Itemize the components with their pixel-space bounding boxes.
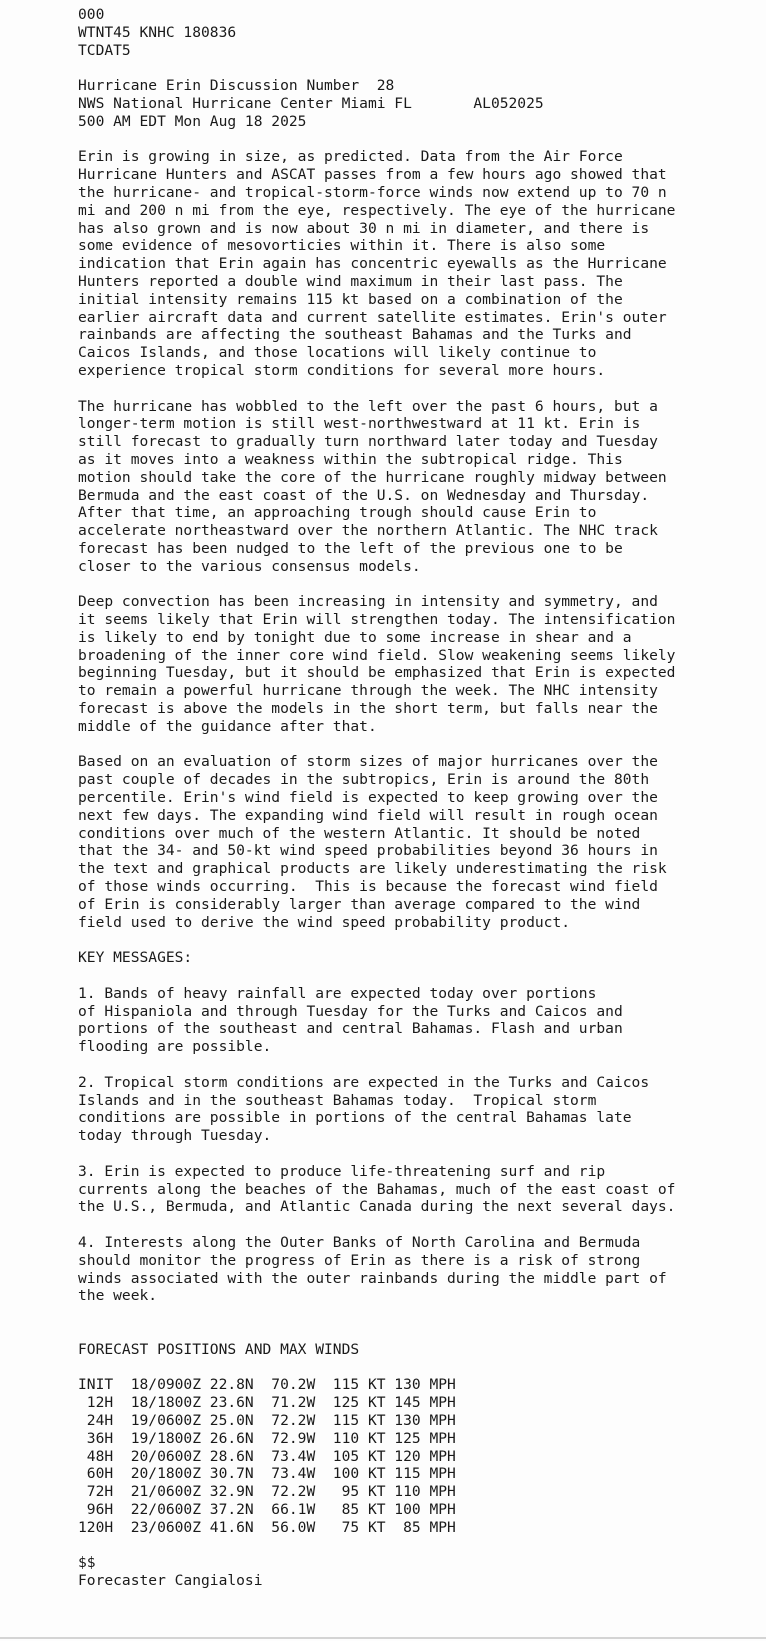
text-line: INIT 18/0900Z 22.8N 70.2W 115 KT 130 MPH	[78, 1376, 456, 1394]
bottom-divider	[0, 1637, 766, 1639]
text-line	[78, 59, 675, 77]
text-line	[78, 1537, 675, 1555]
text-line: forecast is above the models in the short term, but falls near the	[78, 700, 658, 718]
text-line: Islands and in the southeast Bahamas today. Tropical storm	[78, 1091, 597, 1109]
text-line: 2. Tropical storm conditions are expected in the Turks and Caicos	[78, 1073, 650, 1091]
text-line: 12H 18/1800Z 23.6N 71.2W 125 KT 145 MPH	[78, 1394, 456, 1412]
text-line: WTNT45 KNHC 180836	[78, 23, 237, 41]
text-line: middle of the guidance after that.	[78, 717, 377, 735]
text-line: experience tropical storm conditions for several more hours.	[78, 361, 606, 379]
text-line: NWS National Hurricane Center Miami FL AL052025	[78, 94, 544, 112]
text-line: portions of the southeast and central Bahamas. Flash and urban	[78, 1020, 623, 1038]
text-line: 3. Erin is expected to produce life-threatening surf and rip	[78, 1162, 606, 1180]
text-line	[78, 1305, 675, 1323]
text-line	[78, 1216, 675, 1234]
discussion-text	[78, 6, 675, 1590]
text-line	[78, 380, 675, 398]
text-line: the week.	[78, 1287, 158, 1305]
text-line	[78, 1323, 675, 1341]
text-line: longer-term motion is still west-northwestward at 11 kt. Erin is	[78, 415, 641, 433]
text-line: next few days. The expanding wind field will result in rough ocean	[78, 806, 658, 824]
text-line: The hurricane has wobbled to the left over the past 6 hours, but a	[78, 397, 658, 415]
text-line: flooding are possible.	[78, 1038, 272, 1056]
text-line: closer to the various consensus models.	[78, 557, 421, 575]
text-line: conditions are possible in portions of the central Bahamas late	[78, 1109, 632, 1127]
text-line: some evidence of mesovorticies within it. There is also some	[78, 237, 606, 255]
text-line: KEY MESSAGES:	[78, 949, 193, 967]
text-line: Deep convection has been increasing in intensity and symmetry, and	[78, 593, 658, 611]
text-line: the text and graphical products are likely underestimating the risk	[78, 860, 667, 878]
text-line: to remain a powerful hurricane through the week. The NHC intensity	[78, 682, 658, 700]
text-line: today through Tuesday.	[78, 1127, 272, 1145]
text-line: Hurricane Erin Discussion Number 28	[78, 77, 395, 95]
text-line	[78, 931, 675, 949]
text-line	[78, 1359, 675, 1377]
text-line: 4. Interests along the Outer Banks of North Carolina and Bermuda	[78, 1233, 641, 1251]
text-line	[78, 1056, 675, 1074]
text-line	[78, 576, 675, 594]
text-line: forecast has been nudged to the left of the previous one to be	[78, 539, 623, 557]
text-line: indication that Erin again has concentric eyewalls as the Hurricane	[78, 255, 667, 273]
text-line: field used to derive the wind speed probability product.	[78, 913, 571, 931]
text-line: mi and 200 n mi from the eye, respectively. The eye of the hurricane	[78, 201, 676, 219]
text-line: $$	[78, 1554, 96, 1572]
text-line: motion should take the core of the hurricane roughly midway between	[78, 468, 667, 486]
text-line: beginning Tuesday, but it should be emphasized that Erin is expected	[78, 664, 676, 682]
text-line: the U.S., Bermuda, and Atlantic Canada during the next several days.	[78, 1198, 676, 1216]
text-line: currents along the beaches of the Bahamas, much of the east coast of	[78, 1180, 676, 1198]
text-line: initial intensity remains 115 kt based on a combination of the	[78, 290, 623, 308]
text-line: 48H 20/0600Z 28.6N 73.4W 105 KT 120 MPH	[78, 1447, 456, 1465]
text-line: still forecast to gradually turn northward later today and Tuesday	[78, 433, 658, 451]
text-line: Caicos Islands, and those locations will likely continue to	[78, 344, 597, 362]
text-line: Forecaster Cangialosi	[78, 1572, 263, 1590]
text-line	[78, 967, 675, 985]
text-line: 72H 21/0600Z 32.9N 72.2W 95 KT 110 MPH	[78, 1483, 456, 1501]
text-line: Hurricane Hunters and ASCAT passes from a few hours ago showed that	[78, 166, 667, 184]
text-line: 500 AM EDT Mon Aug 18 2025	[78, 112, 307, 130]
text-line: 36H 19/1800Z 26.6N 72.9W 110 KT 125 MPH	[78, 1429, 456, 1447]
text-line: Based on an evaluation of storm sizes of major hurricanes over the	[78, 753, 658, 771]
text-line	[78, 131, 675, 149]
text-line: Bermuda and the east coast of the U.S. on Wednesday and Thursday.	[78, 486, 650, 504]
text-line: of Erin is considerably larger than average compared to the wind	[78, 895, 641, 913]
text-line: conditions over much of the western Atlantic. It should be noted	[78, 824, 641, 842]
text-line: winds associated with the outer rainbands during the middle part of	[78, 1269, 667, 1287]
text-line: 1. Bands of heavy rainfall are expected today over portions	[78, 984, 597, 1002]
text-line: that the 34- and 50-kt wind speed probabilities beyond 36 hours in	[78, 842, 658, 860]
text-line: should monitor the progress of Erin as there is a risk of strong	[78, 1251, 641, 1269]
text-line: TCDAT5	[78, 41, 131, 59]
text-line: After that time, an approaching trough should cause Erin to	[78, 504, 597, 522]
text-line	[78, 1145, 675, 1163]
text-line: Hunters reported a double wind maximum in their last pass. The	[78, 272, 623, 290]
text-line: 120H 23/0600Z 41.6N 56.0W 75 KT 85 MPH	[78, 1518, 456, 1536]
text-line: past couple of decades in the subtropics, Erin is around the 80th	[78, 771, 650, 789]
text-line: rainbands are affecting the southeast Bahamas and the Turks and	[78, 326, 632, 344]
text-line: earlier aircraft data and current satellite estimates. Erin's outer	[78, 308, 667, 326]
text-line: Erin is growing in size, as predicted. Data from the Air Force	[78, 148, 623, 166]
text-line: has also grown and is now about 30 n mi in diameter, and there is	[78, 219, 650, 237]
text-line: it seems likely that Erin will strengthen today. The intensification	[78, 611, 676, 629]
text-line: of those winds occurring. This is because the forecast wind field	[78, 878, 658, 896]
text-line: 96H 22/0600Z 37.2N 66.1W 85 KT 100 MPH	[78, 1500, 456, 1518]
text-line: accelerate northeastward over the northern Atlantic. The NHC track	[78, 522, 658, 540]
text-line: 000	[78, 6, 105, 23]
text-line: broadening of the inner core wind field. Slow weakening seems likely	[78, 646, 676, 664]
text-line: is likely to end by tonight due to some increase in shear and a	[78, 628, 632, 646]
text-line: 60H 20/1800Z 30.7N 73.4W 100 KT 115 MPH	[78, 1465, 456, 1483]
text-line: percentile. Erin's wind field is expected to keep growing over the	[78, 789, 658, 807]
text-line: the hurricane- and tropical-storm-force winds now extend up to 70 n	[78, 183, 667, 201]
text-line: FORECAST POSITIONS AND MAX WINDS	[78, 1340, 360, 1358]
text-line: 24H 19/0600Z 25.0N 72.2W 115 KT 130 MPH	[78, 1411, 456, 1429]
text-line: of Hispaniola and through Tuesday for the Turks and Caicos and	[78, 1002, 623, 1020]
text-line	[78, 736, 675, 754]
text-line: as it moves into a weakness within the subtropical ridge. This	[78, 450, 623, 468]
